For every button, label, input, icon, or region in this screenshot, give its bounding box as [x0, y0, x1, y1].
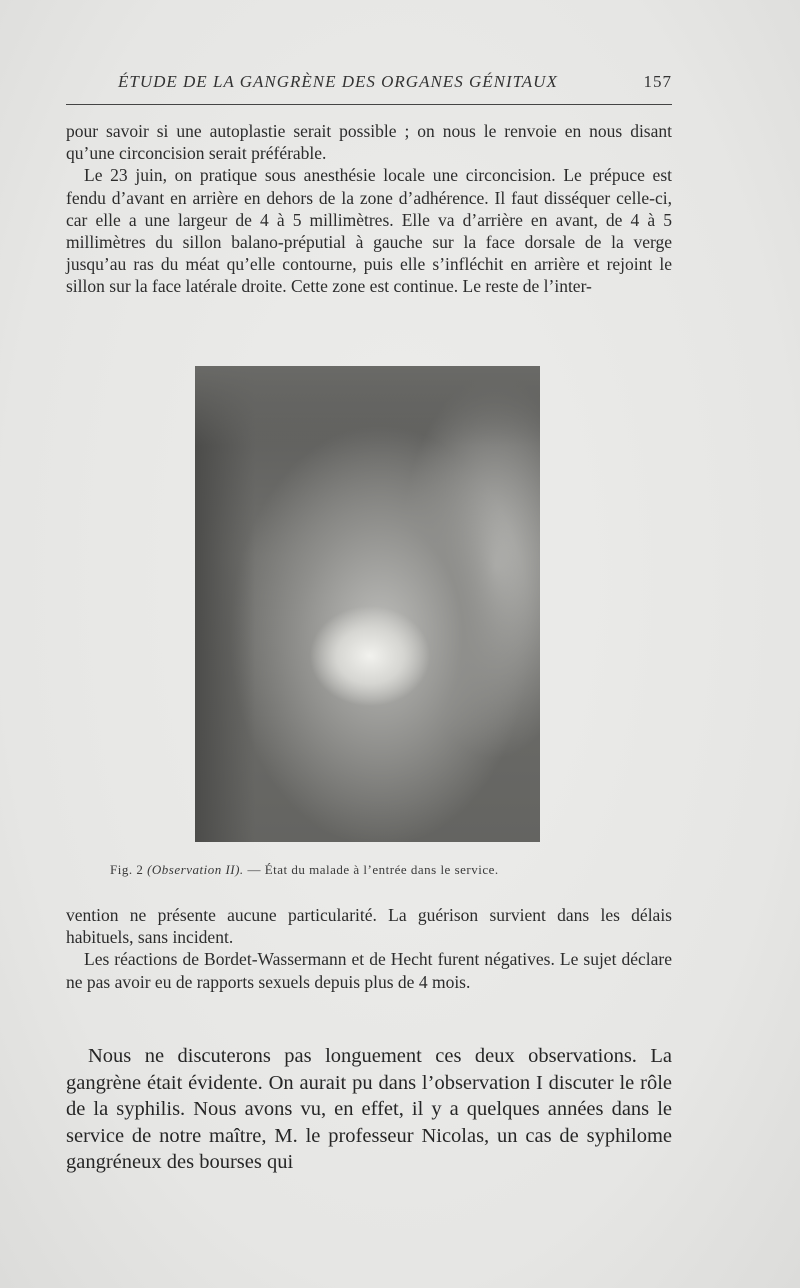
- figure-caption-text: — État du malade à l’entrée dans le service.: [247, 862, 499, 877]
- photo-shadow: [195, 366, 540, 446]
- paragraph: pour savoir si une autoplastie serait possible ; on nous le renvoie en nous disant qu’une circoncision serait préférable.: [66, 121, 672, 164]
- figure-label: Fig. 2: [110, 862, 144, 877]
- page-number: 157: [643, 72, 672, 91]
- paragraph: Le 23 juin, on pratique sous anesthésie locale une circoncision. Le prépuce est fendu d’avant en arrière en dehors de la zone d’adhérence. Il faut disséquer celle-ci, car elle a une largeur de 4 à 5 millimètres. Elle va d’arrière en avant, de 4 à 5 millimètres du sillon balano-préputial à gauche sur la face dorsale de la verge jusqu’au ras du méat qu’elle contourne, puis elle s’infléchit en arrière et rejoint le sillon sur la face latérale droite. Cette zone est continue. Le reste de l’inter-: [66, 165, 672, 297]
- header-rule: [66, 104, 672, 105]
- paragraph: Nous ne discuterons pas longuement ces deux observations. La gangrène était évidente. On aurait pu dans l’observation I discuter le rôle de la syphilis. Nous avons vu, en effet, il y a quelques années dans le service de notre maître, M. le professeur Nicolas, un cas de syphilome gangréneux des bourses qui: [66, 1045, 672, 1173]
- text-block-middle: [66, 904, 672, 993]
- paragraph: Les réactions de Bordet-Wassermann et de Hecht furent négatives. Le sujet déclare ne pas avoir eu de rapports sexuels depuis plus de 4 mois.: [66, 949, 672, 992]
- figure-observation: (Observation II).: [147, 862, 244, 877]
- paragraph: vention ne présente aucune particularité. La guérison survient dans les délais habituels, sans incident.: [66, 905, 672, 948]
- running-header: [66, 72, 672, 98]
- running-title: ÉTUDE DE LA GANGRÈNE DES ORGANES GÉNITAUX: [118, 72, 558, 91]
- figure-photograph: [195, 366, 540, 842]
- text-block-bottom: [66, 1043, 672, 1176]
- text-block-top: [66, 120, 672, 298]
- figure-caption: [110, 862, 630, 878]
